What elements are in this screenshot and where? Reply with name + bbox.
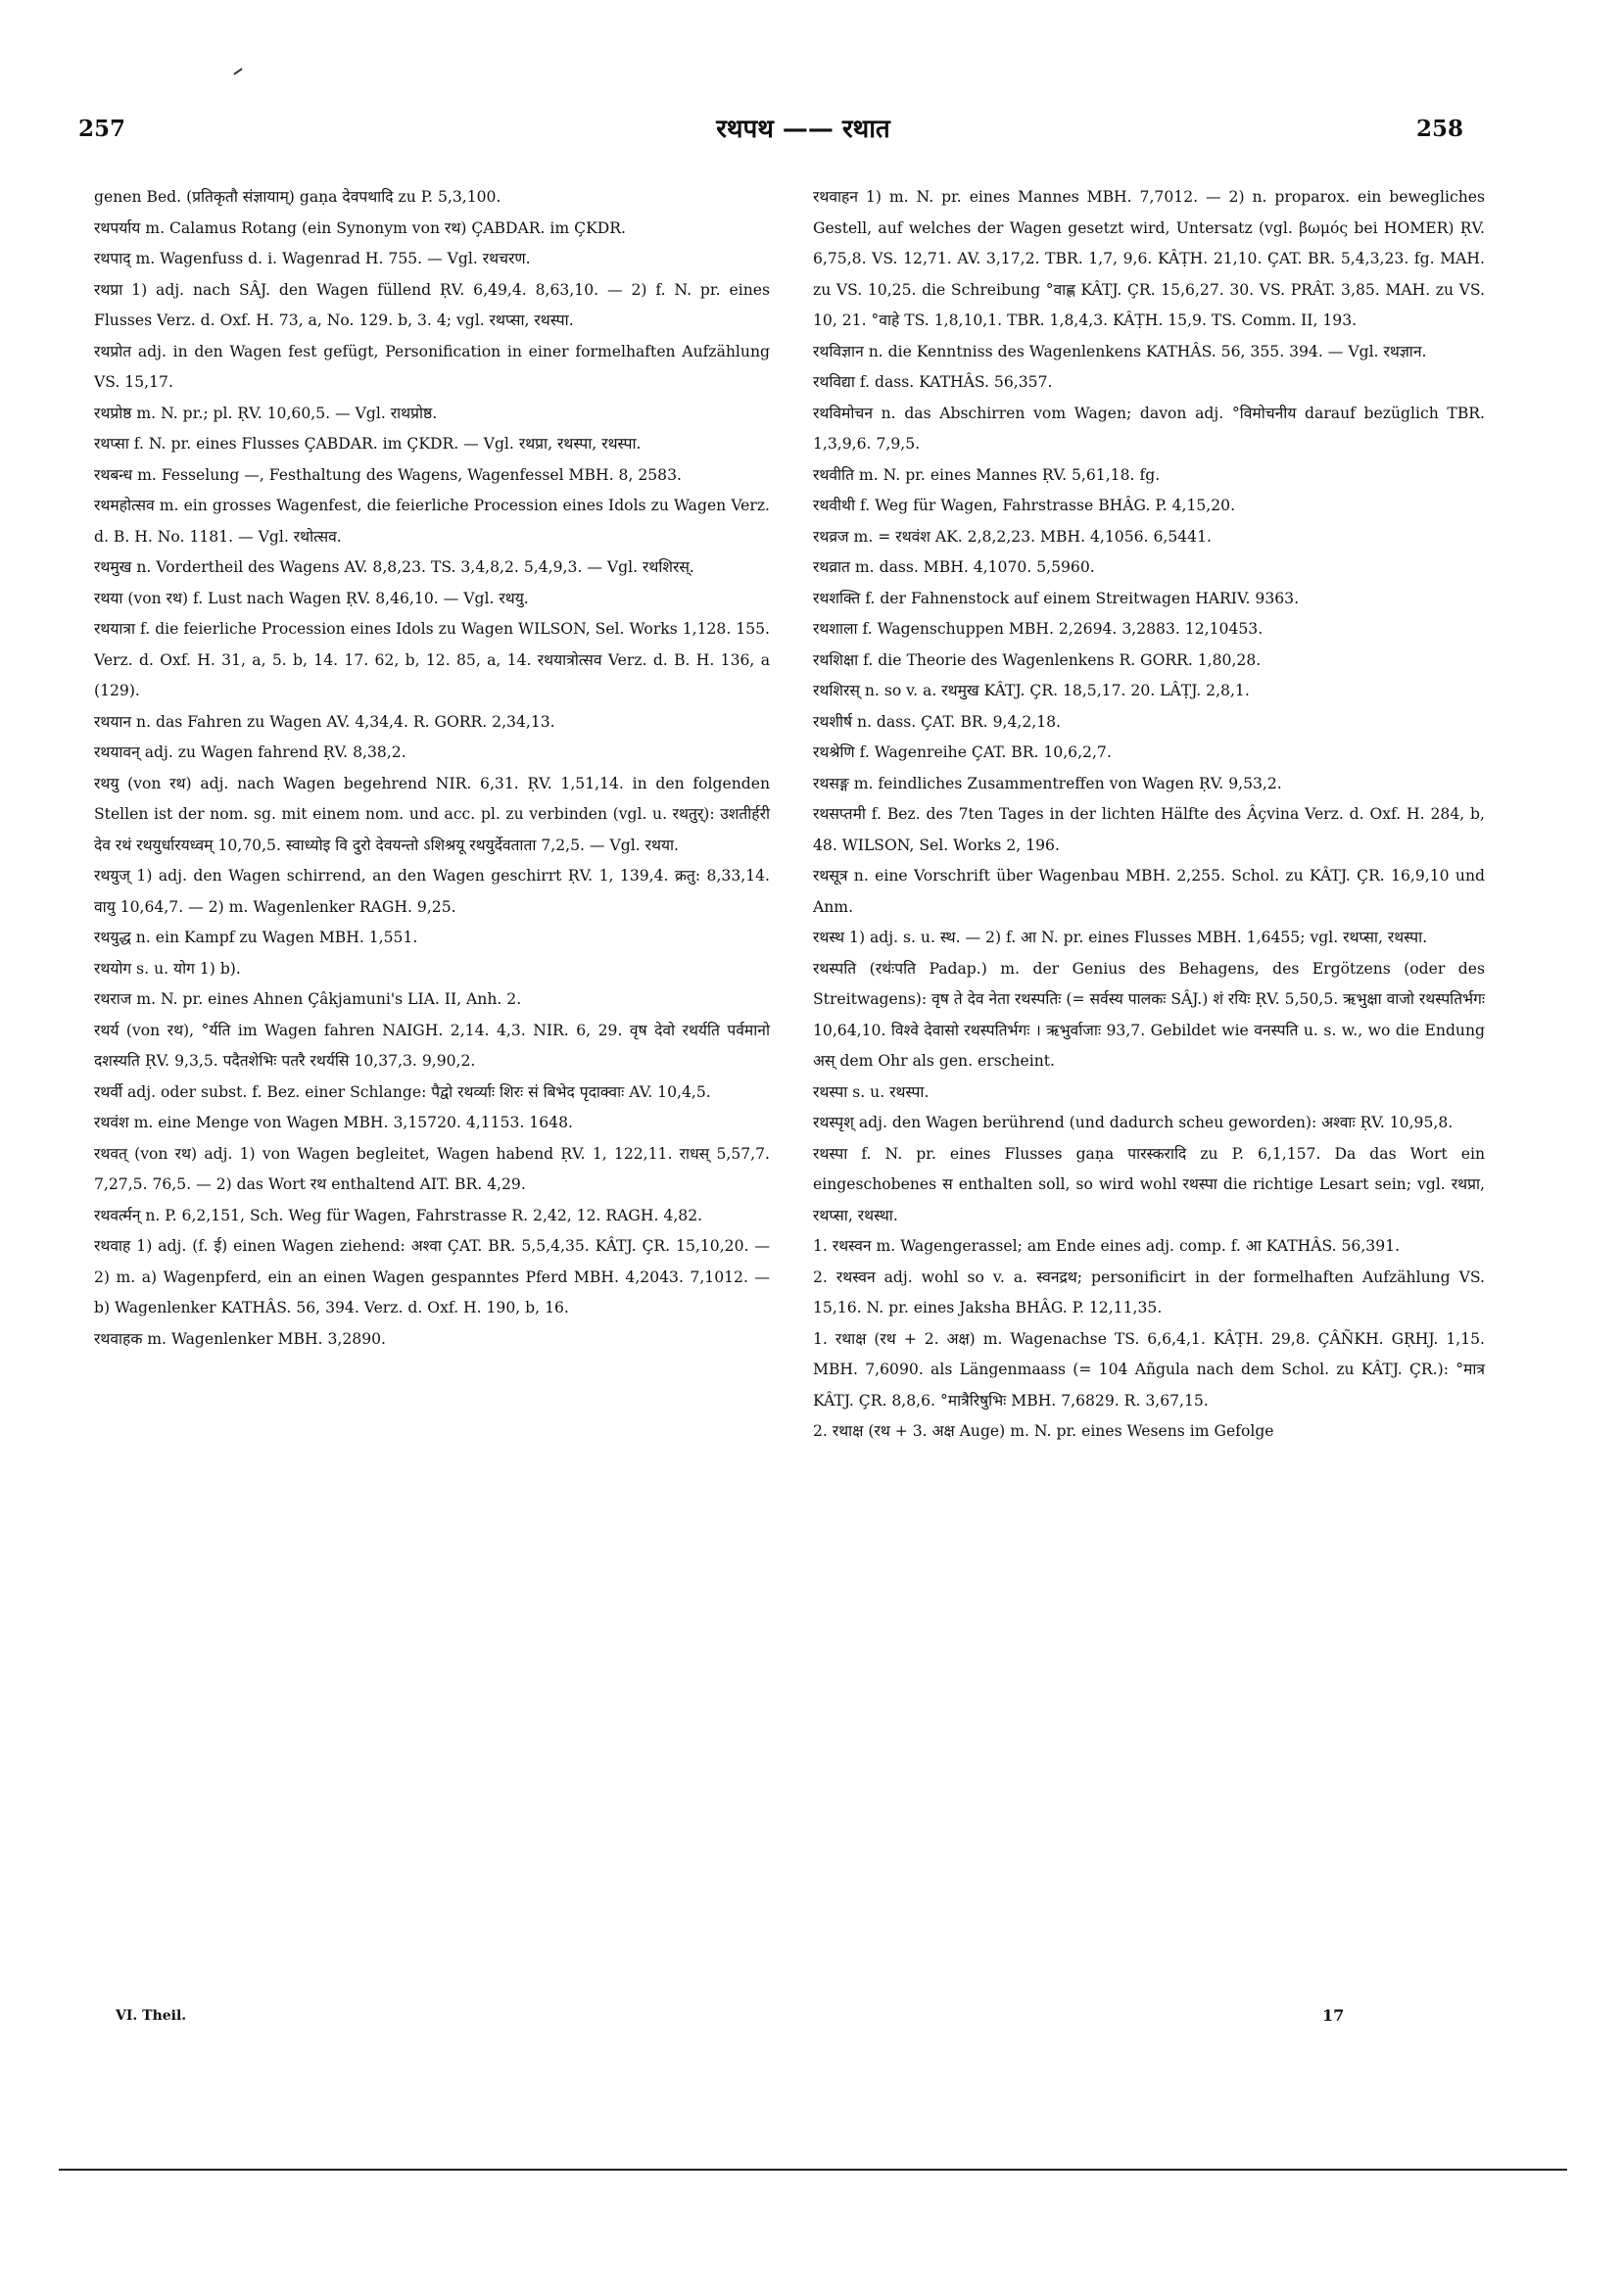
dictionary-entry: रथयान n. das Fahren zu Wagen AV. 4,34,4. R. GORR. 2,34,13. [94,712,555,731]
dictionary-entry: रथशीर्ष n. dass. ÇAT. BR. 9,4,2,18. [813,712,1062,731]
dictionary-entry: रथयोग s. u. योग 1) b). [94,959,241,978]
dictionary-entry: 2. रथस्वन adj. wohl so v. a. स्वनद्रथ; personificirt in der formelhaften Aufzählung VS. 15,16. N. pr. eines Jaksha BHÂG. P. 12,11,35. [813,1268,1485,1316]
dictionary-entry: रथवीति m. N. pr. eines Mannes ṚV. 5,61,18. fg. [813,465,1161,484]
dictionary-entry: genen Bed. (प्रतिकृतौ संज्ञायाम्) gaṇa देवपथादि zu P. 5,3,100. [94,188,501,206]
dictionary-entry: 1. रथाक्ष (रथ + 2. अक्ष) m. Wagenachse TS. 6,6,4,1. KÂṬH. 29,8. ÇÂÑKH. GṚHJ. 1,15. MBH. 7,6090. als Längenmaass (= 104 Añgula nach dem Schol. zu KÂTJ. ÇR.): °मात्र KÂTJ. ÇR. 8,8,6. °मात्रैरिषुभिः MBH. 7,6829. R. 3,67,15. [813,1329,1485,1410]
dictionary-entry: रथव्रज m. = रथवंश AK. 2,8,2,23. MBH. 4,1056. 6,5441. [813,527,1212,546]
dictionary-entry: रथशिरस् n. so v. a. रथमुख KÂTJ. ÇR. 18,5,17. 20. LÂṬJ. 2,8,1. [813,682,1250,699]
running-head: रथपथ —— रथात [716,115,890,144]
dictionary-entry: 1. रथस्वन m. Wagengerassel; am Ende eines adj. comp. f. आ KATHÂS. 56,391. [813,1237,1401,1255]
dictionary-entry: रथमुख n. Vordertheil des Wagens AV. 8,8,23. TS. 3,4,8,2. 5,4,9,3. — Vgl. रथशिरस्. [94,558,694,576]
dictionary-entry: रथयु (von रथ) adj. nach Wagen begehrend NIR. 6,31. ṚV. 1,51,14. in den folgenden Stellen ist der nom. sg. mit einem nom. und acc. pl. zu verbinden (vgl. u. रथतुर्): उशतीर्हरी देव रथं रथयुर्धारयध्वम् 10,70,5. स्वाध्योइ वि दुरो देवयन्तो ऽशिश्रयू रथयुर्देवताता 7,2,5. — Vgl. रथया. [94,774,770,854]
dictionary-entry: रथविद्या f. dass. KATHÂS. 56,357. [813,373,1053,391]
dictionary-entry: रथयात्रा f. die feierliche Procession eines Idols zu Wagen WILSON, Sel. Works 1,128. 155. Verz. d. Oxf. H. 31, a, 5. b, 14. 17. 62, b, 12. 85, a, 14. रथयात्रोत्सव Verz. d. B. H. 136, a (129). [94,620,770,699]
dictionary-entry: रथवाह 1) adj. (f. ई) einen Wagen ziehend: अश्वा ÇAT. BR. 5,5,4,35. KÂTJ. ÇR. 15,10,20. — 2) m. a) Wagenpferd, ein an einen Wagen gespanntes Pferd MBH. 4,2043. 7,1012. — b) Wagenlenker KATHÂS. 56, 394. Verz. d. Oxf. H. 190, b, 16. [94,1237,770,1316]
volume-label: VI. Theil. [116,2008,187,2024]
dictionary-entry: रथवीथी f. Weg für Wagen, Fahrstrasse BHÂG. P. 4,15,20. [813,497,1236,514]
dictionary-entry: रथवत् (von रथ) adj. 1) von Wagen begleitet, Wagen habend ṚV. 1, 122,11. राधस् 5,57,7. 7,27,5. 76,5. — 2) das Wort रथ enthaltend AIT. BR. 4,29. [94,1144,770,1193]
dictionary-entry: रथप्रा 1) adj. nach SÂJ. den Wagen füllend ṚV. 6,49,4. 8,63,10. — 2) f. N. pr. eines Flusses Verz. d. Oxf. H. 73, a, No. 129. b, 3. 4; vgl. रथप्सा, रथस्पा. [94,280,770,329]
dictionary-entry: रथवंश m. eine Menge von Wagen MBH. 3,15720. 4,1153. 1648. [94,1114,573,1131]
dictionary-entry: रथवर्त्मन् n. P. 6,2,151, Sch. Weg für Wagen, Fahrstrasse R. 2,42, 12. RAGH. 4,82. [94,1206,703,1224]
dictionary-entry: रथस्पा s. u. रथस्पा. [813,1082,930,1101]
dictionary-entry: रथस्पति (रथः॑पति Padap.) m. der Genius des Behagens, des Ergötzens (oder des Streitwagens): वृष ते देव नेता रथस्पतिः (= सर्वस्य पालकः SÂJ.) शं रयिः ṚV. 5,50,5. ऋभुक्षा वाजो रथस्पतिर्भगः 10,64,10. विश्वे देवासो रथस्पतिर्भगः । ऋभुर्वाजाः 93,7. Gebildet wie वनस्पति u. s. w., wo die Endung अस् dem Ohr als gen. erscheint. [813,959,1485,1070]
dictionary-entry: 2. रथाक्ष (रथ + 3. अक्ष Auge) m. N. pr. eines Wesens im Gefolge [813,1422,1274,1440]
dictionary-entry: रथसङ्ग m. feindliches Zusammentreffen von Wagen ṚV. 9,53,2. [813,774,1282,792]
dictionary-entry: रथप्रोष्ठ m. N. pr.; pl. ṚV. 10,60,5. — Vgl. राथप्रोष्ठ. [94,404,438,422]
dictionary-entry: रथप्सा f. N. pr. eines Flusses ÇABDAR. im ÇKDR. — Vgl. रथप्रा, रथस्पा, रथस्पा. [94,435,642,453]
page-number-left: 257 [78,116,126,142]
dictionary-entry: रथराज m. N. pr. eines Ahnen Çâkjamuni's LIA. II, Anh. 2. [94,990,522,1008]
dictionary-entry: रथर्य (von रथ), °र्यति im Wagen fahren NAIGH. 2,14. 4,3. NIR. 6, 29. वृष देवो रथर्यति पर्वमानो दशस्यति ṚV. 9,3,5. पदैतशेभिः पतरै रथर्यसि 10,37,3. 9,90,2. [94,1021,770,1070]
dictionary-entry: रथस्पृश् adj. den Wagen berührend (und dadurch scheu geworden): अश्वाः ṚV. 10,95,8. [813,1114,1454,1131]
dictionary-entry: रथश्रेणि f. Wagenreihe ÇAT. BR. 10,6,2,7. [813,743,1112,761]
dictionary-entry: रथयुज् 1) adj. den Wagen schirrend, an den Wagen geschirrt ṚV. 1, 139,4. क्रतु: 8,33,14. वायु 10,64,7. — 2) m. Wagenlenker RAGH. 9,25. [94,867,770,916]
dictionary-entry: रथशाला f. Wagenschuppen MBH. 2,2694. 3,2883. 12,10453. [813,620,1264,638]
dictionary-entry: रथसूत्र n. eine Vorschrift über Wagenbau MBH. 2,255. Schol. zu KÂTJ. ÇR. 16,9,10 und Anm. [813,867,1485,916]
dictionary-entry: रथवाहक m. Wagenlenker MBH. 3,2890. [94,1329,386,1348]
bottom-rule [59,2169,1567,2171]
dictionary-entry: रथपाद् m. Wagenfuss d. i. Wagenrad H. 755. — Vgl. रथचरण. [94,250,531,267]
dictionary-entry: रथवाहन 1) m. N. pr. eines Mannes MBH. 7,7012. — 2) n. proparox. ein bewegliches Gestell, auf welches der Wagen gesetzt wird, Untersatz (vgl. βωμός bei HOMER) ṚV. 6,75,8. VS. 12,71. AV. 3,17,2. TBR. 1,7, 9,6. KÂṬH. 21,10. ÇAT. BR. 5,4,3,23. fg. MAH. zu VS. 10,25. die Schreibung °वाह्ण KÂTJ. ÇR. 15,6,27. 30. VS. PRÂT. 3,85. MAH. zu VS. 10, 21. °वाहे TS. 1,8,10,1. TBR. 1,8,4,3. KÂṬH. 15,9. TS. Comm. II, 193. [813,188,1485,329]
dictionary-entry: रथर्वी adj. oder subst. f. Bez. einer Schlange: पैद्वो रथर्व्याः शिरः सं बिभेद पृदाक्वाः AV. 10,4,5. [94,1082,711,1101]
dictionary-entry: रथयुद्ध n. ein Kampf zu Wagen MBH. 1,551. [94,929,418,946]
left-column [94,182,770,1355]
dictionary-entry: रथमहोत्सव m. ein grosses Wagenfest, die feierliche Procession eines Idols zu Wagen Verz. d. B. H. No. 1181. — Vgl. रथोत्सव. [94,497,770,546]
page-number-right: 258 [1415,116,1463,142]
dictionary-entry: रथस्पा f. N. pr. eines Flusses gaṇa पारस्करादि zu P. 6,1,157. Da das Wort ein eingeschobenes स enthalten soll, so wird wohl रथस्पा die richtige Lesart sein; vgl. रथप्रा, रथप्सा, रथस्था. [813,1144,1485,1224]
dictionary-entry: रथव्रात m. dass. MBH. 4,1070. 5,5960. [813,558,1095,576]
dictionary-entry: रथया (von रथ) f. Lust nach Wagen ṚV. 8,46,10. — Vgl. रथयु. [94,589,529,607]
signature-mark: 17 [1322,2006,1345,2025]
right-column [813,182,1485,1448]
dictionary-entry: रथविज्ञान n. die Kenntniss des Wagenlenkens KATHÂS. 56, 355. 394. — Vgl. रथज्ञान. [813,342,1427,360]
dictionary-entry: रथपर्याय m. Calamus Rotang (ein Synonym von रथ) ÇABDAR. im ÇKDR. [94,218,626,237]
dictionary-entry: रथप्रोत adj. in den Wagen fest gefügt, Personification in einer formelhaften Aufzählung VS. 15,17. [94,342,770,391]
dictionary-entry: रथसप्तमी f. Bez. des 7ten Tages in der lichten Hälfte des Âçvina Verz. d. Oxf. H. 284, b, 48. WILSON, Sel. Works 2, 196. [813,805,1485,854]
dictionary-entry: रथस्थ 1) adj. s. u. स्थ. — 2) f. आ N. pr. eines Flusses MBH. 1,6455; vgl. रथप्सा, रथस्पा. [813,929,1428,946]
dictionary-entry: रथबन्ध m. Fesselung —, Festhaltung des Wagens, Wagenfessel MBH. 8, 2583. [94,465,682,484]
dictionary-entry: रथशिक्षा f. die Theorie des Wagenlenkens R. GORR. 1,80,28. [813,650,1262,669]
dictionary-entry: रथविमोचन n. das Abschirren vom Wagen; davon adj. °विमोचनीय darauf bezüglich TBR. 1,3,9,6. 7,9,5. [813,404,1485,453]
dictionary-entry: रथयावन् adj. zu Wagen fahrend ṚV. 8,38,2. [94,743,406,761]
dictionary-entry: रथशक्ति f. der Fahnenstock auf einem Streitwagen HARIV. 9363. [813,589,1300,607]
pen-mark [233,68,242,74]
